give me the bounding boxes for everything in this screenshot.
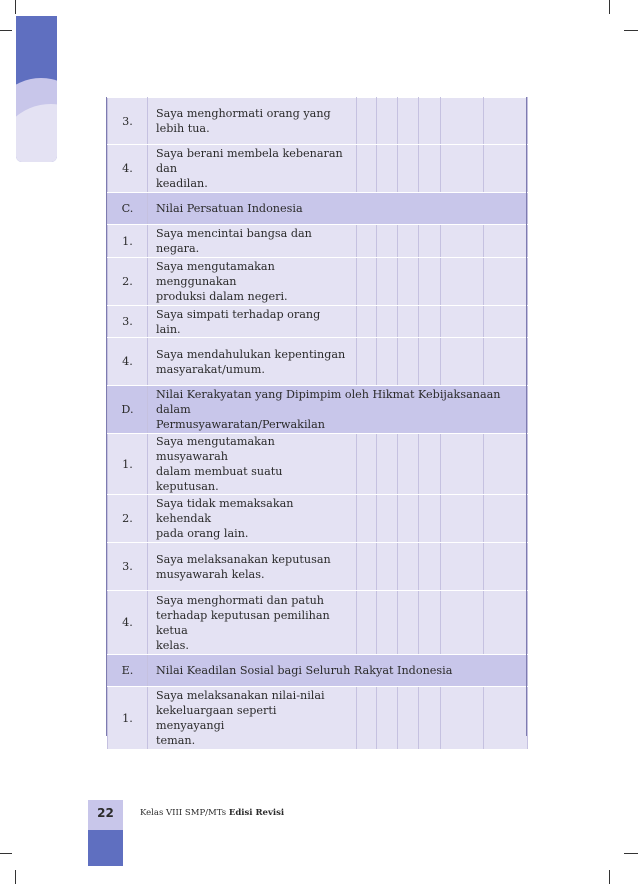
rating-cell[interactable] [357, 543, 377, 591]
statement-line: pada orang lain. [156, 527, 249, 540]
rating-cell[interactable] [419, 495, 441, 543]
rating-cell[interactable] [484, 306, 528, 338]
crop-mark [609, 870, 610, 884]
statement-line: lebih tua. [156, 122, 210, 135]
rating-cell[interactable] [419, 145, 441, 193]
rating-cell[interactable] [398, 338, 419, 386]
statement-line: Saya mencintai bangsa dan negara. [156, 227, 312, 255]
row-number: 2. [108, 258, 148, 306]
row-statement [148, 258, 357, 306]
statement-line: Nilai Kerakyatan yang Dipimpim oleh Hikmat Kebijaksanaan dalam [156, 388, 501, 416]
rating-cell[interactable] [441, 434, 484, 495]
rating-cell[interactable] [419, 591, 441, 655]
statement-line: teman. [156, 734, 196, 747]
rating-cell[interactable] [441, 591, 484, 655]
rating-cell[interactable] [398, 543, 419, 591]
running-footer [140, 808, 284, 818]
rating-cell[interactable] [357, 687, 377, 750]
row-number: E. [108, 655, 148, 687]
rating-cell[interactable] [398, 98, 419, 145]
rating-cell[interactable] [357, 258, 377, 306]
rating-cell[interactable] [419, 687, 441, 750]
statement-line: Nilai Persatuan Indonesia [156, 202, 303, 215]
crop-mark [15, 870, 16, 884]
section-header-row [108, 655, 528, 687]
edition-label: Edisi Revisi [228, 808, 285, 818]
rating-cell[interactable] [484, 495, 528, 543]
rating-cell[interactable] [398, 495, 419, 543]
row-statement [148, 386, 528, 434]
rating-cell[interactable] [441, 306, 484, 338]
rating-cell[interactable] [484, 98, 528, 145]
table-row [108, 495, 528, 543]
row-number: 1. [108, 434, 148, 495]
row-statement [148, 655, 528, 687]
rating-cell[interactable] [357, 591, 377, 655]
table-border-left [106, 97, 107, 736]
rating-cell[interactable] [419, 258, 441, 306]
statement-line: Saya melaksanakan keputusan [156, 552, 331, 566]
statement-line: Nilai Keadilan Sosial bagi Seluruh Rakyat Indonesia [156, 664, 453, 677]
rating-cell[interactable] [357, 495, 377, 543]
table-row [108, 306, 528, 338]
rating-cell[interactable] [484, 543, 528, 591]
rating-cell[interactable] [357, 306, 377, 338]
row-number: 4. [108, 145, 148, 193]
statement-line: Saya tidak memaksakan kehendak [156, 497, 294, 525]
rating-cell[interactable] [441, 687, 484, 750]
row-number: 3. [108, 98, 148, 145]
row-statement [148, 306, 357, 338]
crop-mark [624, 853, 638, 854]
crop-mark [624, 30, 638, 31]
table-row [108, 543, 528, 591]
rating-cell[interactable] [484, 225, 528, 258]
row-number: 1. [108, 225, 148, 258]
section-header-row [108, 386, 528, 434]
rating-cell[interactable] [419, 225, 441, 258]
section-header-row [108, 193, 528, 225]
table-border-right [526, 97, 527, 736]
rating-cell[interactable] [398, 306, 419, 338]
rating-cell[interactable] [377, 98, 398, 145]
rating-cell[interactable] [357, 225, 377, 258]
rating-cell[interactable] [377, 591, 398, 655]
row-statement [148, 225, 357, 258]
row-statement [148, 591, 357, 655]
rating-cell[interactable] [377, 258, 398, 306]
statement-line: dalam membuat suatu keputusan. [156, 465, 283, 493]
rating-cell[interactable] [398, 591, 419, 655]
rating-cell[interactable] [377, 145, 398, 193]
rating-cell[interactable] [377, 434, 398, 495]
rating-cell[interactable] [484, 258, 528, 306]
rating-cell[interactable] [419, 543, 441, 591]
statement-line: terhadap keputusan pemilihan ketua [156, 608, 330, 637]
rating-cell[interactable] [377, 687, 398, 750]
rating-cell[interactable] [377, 225, 398, 258]
rating-cell[interactable] [484, 338, 528, 386]
rating-cell[interactable] [419, 338, 441, 386]
table-row [108, 98, 528, 145]
row-number: 1. [108, 687, 148, 750]
statement-line: Saya mengutamakan menggunakan [156, 260, 275, 288]
rating-cell[interactable] [398, 687, 419, 750]
rating-cell[interactable] [441, 98, 484, 145]
rating-cell[interactable] [357, 98, 377, 145]
row-statement [148, 434, 357, 495]
statement-line: Saya menghormati dan patuh [156, 593, 325, 607]
book-title: Kelas VIII SMP/MTs [140, 808, 227, 818]
rating-cell[interactable] [377, 495, 398, 543]
statement-line: Saya mengutamakan musyawarah [156, 435, 275, 463]
statement-line: Saya berani membela kebenaran dan [156, 147, 343, 175]
statement-line: Saya melaksanakan nilai-nilai [156, 689, 325, 702]
rating-cell[interactable] [377, 543, 398, 591]
rating-cell[interactable] [441, 145, 484, 193]
rating-cell[interactable] [419, 98, 441, 145]
row-statement [148, 98, 357, 145]
rating-cell[interactable] [419, 306, 441, 338]
statement-line: produksi dalam negeri. [156, 290, 288, 303]
row-statement [148, 145, 357, 193]
statement-line: musyawarah kelas. [156, 567, 265, 581]
row-statement [148, 193, 528, 225]
rating-cell[interactable] [484, 591, 528, 655]
rating-cell[interactable] [441, 543, 484, 591]
attitude-table [107, 97, 528, 750]
statement-line: Saya simpati terhadap orang lain. [156, 307, 321, 336]
table-row [108, 338, 528, 386]
statement-line: kekeluargaan seperti menyayangi [156, 704, 277, 732]
row-number: 2. [108, 495, 148, 543]
table-row [108, 258, 528, 306]
rating-cell[interactable] [377, 338, 398, 386]
row-number: 3. [108, 306, 148, 338]
rating-cell[interactable] [484, 145, 528, 193]
rating-cell[interactable] [377, 306, 398, 338]
rating-cell[interactable] [357, 338, 377, 386]
crop-mark [15, 0, 16, 14]
rating-cell[interactable] [484, 687, 528, 750]
row-statement [148, 338, 357, 386]
table-row [108, 591, 528, 655]
row-number: 4. [108, 338, 148, 386]
rating-cell[interactable] [441, 258, 484, 306]
page-number: 22 [97, 806, 114, 820]
row-statement [148, 495, 357, 543]
rating-cell[interactable] [357, 145, 377, 193]
tab-wave [16, 104, 57, 162]
rating-cell[interactable] [357, 434, 377, 495]
rating-cell[interactable] [398, 434, 419, 495]
row-number: 3. [108, 543, 148, 591]
statement-line: keadilan. [156, 177, 208, 190]
table-row [108, 225, 528, 258]
rating-cell[interactable] [419, 434, 441, 495]
rating-cell[interactable] [441, 338, 484, 386]
row-statement [148, 543, 357, 591]
table-row [108, 145, 528, 193]
row-number: C. [108, 193, 148, 225]
chapter-tab [16, 16, 57, 162]
row-number: 4. [108, 591, 148, 655]
rating-cell[interactable] [441, 495, 484, 543]
statement-line: Saya mendahulukan kepentingan [156, 347, 346, 361]
statement-line: kelas. [156, 638, 189, 652]
rating-cell[interactable] [441, 225, 484, 258]
statement-line: Saya menghormati orang yang [156, 107, 331, 120]
rating-cell[interactable] [484, 434, 528, 495]
rating-cell[interactable] [398, 258, 419, 306]
crop-mark [0, 853, 12, 854]
table-row [108, 687, 528, 750]
rating-cell[interactable] [398, 225, 419, 258]
crop-mark [0, 30, 12, 31]
statement-line: masyarakat/umum. [156, 362, 265, 376]
crop-mark [609, 0, 610, 14]
rating-cell[interactable] [398, 145, 419, 193]
row-statement [148, 687, 357, 750]
statement-line: Permusyawaratan/Perwakilan [156, 418, 325, 431]
row-number: D. [108, 386, 148, 434]
table-row [108, 434, 528, 495]
